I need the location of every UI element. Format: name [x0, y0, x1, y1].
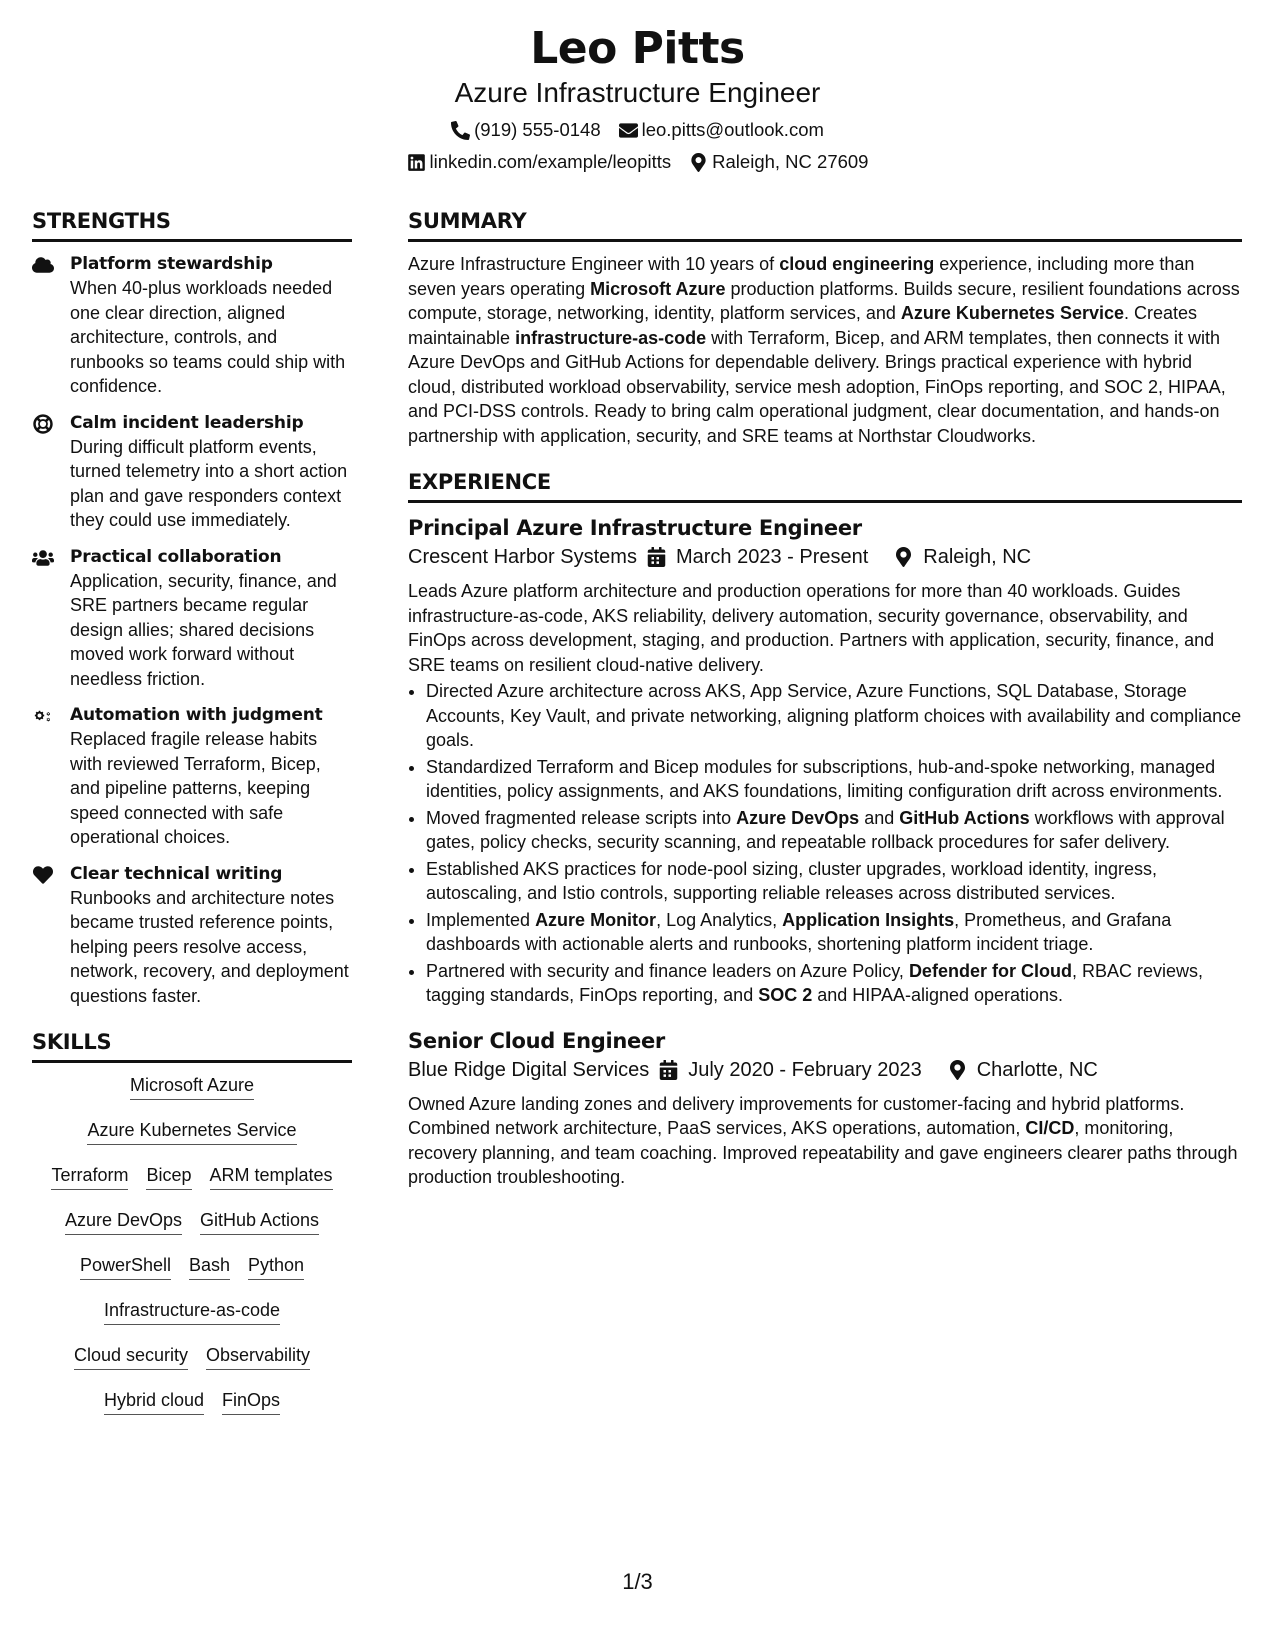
skill-tag: Microsoft Azure	[130, 1073, 254, 1100]
job-description	[408, 1092, 1242, 1190]
job-entry	[408, 513, 1242, 1008]
calendar-icon	[647, 547, 666, 567]
skills-list	[32, 1073, 352, 1415]
map-pin-icon	[894, 547, 913, 567]
envelope-icon	[619, 121, 638, 140]
bullet-text: , Prometheus, and Grafana dashboards with actionable alerts and runbooks, shortening platform incident triage.	[426, 909, 1172, 954]
summary-text: with Terraform, Bicep, and ARM templates, then connects it with Azure DevOps and GitHub Actions for dependable delivery. Brings practical experience with hybrid cloud, distributed workload observability, service mesh adoption, FinOps reporting, and SOC 2, HIPAA, and PCI-DSS controls. Ready to bring calm operational judgment, clear documentation, and hands-on partnership with application, security, and SRE teams at Northstar Cloudworks.	[408, 327, 1226, 446]
summary-text: experience, including more than seven years operating	[408, 254, 1195, 299]
bullet-text: Partnered with security and finance leaders on Azure Policy,	[426, 960, 909, 981]
job-entry	[408, 1026, 1242, 1190]
job-desc-text: Owned Azure landing zones and delivery improvements for customer-facing and hybrid platforms. Combined network architecture, PaaS services, AKS operations, automation,	[408, 1093, 1185, 1138]
bullet-text: and	[859, 807, 900, 828]
life-ring-icon	[32, 414, 54, 434]
candidate-name: Leo Pitts	[530, 23, 745, 74]
skill-tag: FinOps	[222, 1388, 280, 1415]
bullet-text: , RBAC reviews, tagging standards, FinOps reporting, and	[426, 960, 1203, 1005]
skill-tag: ARM templates	[210, 1163, 333, 1190]
contact-line-2	[0, 150, 1275, 174]
resume-header	[0, 22, 1275, 174]
linkedin-contact[interactable]	[407, 150, 672, 174]
job-bullet	[426, 908, 1242, 957]
heart-icon	[32, 865, 54, 885]
map-pin-icon	[948, 1060, 967, 1080]
job-bullet	[426, 679, 1242, 753]
location-text: Raleigh, NC 27609	[712, 151, 869, 172]
bullet-bold: Azure DevOps	[736, 807, 860, 828]
gears-icon	[32, 706, 54, 726]
summary-bold: Microsoft Azure	[590, 278, 726, 299]
summary-bold: cloud engineering	[779, 254, 935, 274]
summary-text: production platforms. Builds secure, resilient foundations across compute, storage, networking, identity, platform services, and	[408, 278, 1240, 323]
page-number: 1/3	[622, 1569, 653, 1594]
strengths-list	[32, 252, 352, 1008]
summary-heading: SUMMARY	[408, 205, 1242, 242]
strength-item	[32, 252, 352, 399]
summary-bold: Azure Kubernetes Service	[900, 303, 1124, 323]
job-meta	[408, 1056, 1242, 1084]
email-contact[interactable]	[619, 118, 824, 142]
skill-tag: Bicep	[146, 1163, 191, 1190]
job-description	[408, 579, 1242, 677]
skill-tag: Observability	[206, 1343, 310, 1370]
job-desc-text: , monitoring, recovery planning, and team coaching. Improved repeatability and gave engineers clearer paths through production troubleshooting.	[408, 1118, 1238, 1187]
left-column	[32, 205, 352, 1433]
strengths-heading: STRENGTHS	[32, 205, 352, 242]
bullet-text: Directed Azure architecture across AKS, App Service, Azure Functions, SQL Database, Storage Accounts, Key Vault, and private networking, aligning platform choices with availability and compliance goals.	[426, 681, 1242, 750]
job-location: Raleigh, NC	[923, 546, 1032, 568]
strength-title: Calm incident leadership	[70, 412, 304, 433]
job-title: Principal Azure Infrastructure Engineer	[408, 516, 862, 540]
bullet-text: workflows with approval gates, policy checks, security scanning, and repeatable rollback procedures for safer delivery.	[426, 807, 1225, 852]
skill-tag: Azure DevOps	[65, 1208, 182, 1235]
job-company: Crescent Harbor Systems	[408, 546, 637, 568]
job-desc-bold: CI/CD	[1025, 1118, 1075, 1138]
summary-text	[408, 252, 1242, 448]
users-icon	[32, 548, 54, 568]
experience-heading: EXPERIENCE	[408, 466, 1242, 503]
strength-title: Practical collaboration	[70, 546, 282, 567]
skill-tag: Bash	[189, 1253, 230, 1280]
summary-text: . Creates maintainable	[408, 303, 1198, 348]
strength-desc: During difficult platform events, turned telemetry into a short action plan and gave responders context they could use immediately.	[70, 436, 348, 530]
job-company: Blue Ridge Digital Services	[408, 1058, 650, 1081]
skill-tag: Python	[248, 1253, 304, 1280]
skill-tag: Terraform	[51, 1163, 128, 1190]
skill-tag: Hybrid cloud	[104, 1388, 204, 1415]
skills-row	[32, 1118, 352, 1145]
skills-row	[32, 1253, 352, 1280]
bullet-text: Established AKS practices for node-pool sizing, cluster upgrades, workload identity, ingress, autoscaling, and Istio controls, supporting reliable releases across distributed services.	[426, 858, 1158, 903]
strength-desc: Application, security, finance, and SRE partners became regular design allies; shared decisions moved work forward without needless friction.	[70, 570, 337, 689]
skill-tag: GitHub Actions	[200, 1208, 319, 1235]
phone-text: (919) 555-0148	[474, 119, 601, 140]
strength-item	[32, 862, 352, 1009]
contact-line-1	[0, 118, 1275, 142]
bullet-bold: Defender for Cloud	[908, 960, 1072, 981]
bullet-bold: GitHub Actions	[899, 807, 1030, 828]
skill-tag: PowerShell	[80, 1253, 171, 1280]
strength-desc: When 40-plus workloads needed one clear direction, aligned architecture, controls, and runbooks so teams could ship with confidence.	[70, 278, 346, 396]
calendar-icon	[659, 1060, 678, 1080]
location-contact	[689, 150, 868, 174]
strength-desc: Replaced fragile release habits with reviewed Terraform, Bicep, and pipeline patterns, keeping speed connected with safe operational choices.	[70, 729, 321, 847]
strength-title: Clear technical writing	[70, 863, 283, 884]
bullet-text: and HIPAA-aligned operations.	[812, 985, 1064, 1005]
strength-item	[32, 703, 352, 850]
summary-text: Azure Infrastructure Engineer with 10 years of	[408, 254, 780, 274]
strength-item	[32, 545, 352, 692]
skill-tag: Cloud security	[74, 1343, 188, 1370]
skill-tag: Azure Kubernetes Service	[87, 1118, 296, 1145]
job-dates: July 2020 - February 2023	[688, 1058, 922, 1081]
job-dates: March 2023 - Present	[675, 546, 869, 568]
job-bullet	[426, 857, 1242, 906]
job-bullet	[426, 959, 1242, 1008]
skills-row	[32, 1073, 352, 1100]
job-location: Charlotte, NC	[976, 1058, 1098, 1081]
job-bullets	[408, 679, 1242, 1008]
bullet-bold: Azure Monitor	[535, 909, 657, 930]
bullet-bold: Application Insights	[782, 909, 955, 930]
cloud-icon	[32, 255, 54, 275]
right-column	[408, 205, 1242, 1208]
bullet-text: Implemented	[426, 909, 536, 930]
skills-heading: SKILLS	[32, 1026, 352, 1063]
email-text: leo.pitts@outlook.com	[641, 119, 824, 140]
phone-icon	[451, 121, 470, 140]
bullet-text: Standardized Terraform and Bicep modules for subscriptions, hub-and-spoke networking, managed identities, policy assignments, and AKS foundations, limiting configuration drift across environments.	[426, 756, 1223, 801]
skills-row	[32, 1343, 352, 1370]
map-pin-icon	[689, 153, 708, 172]
job-desc-text: Leads Azure platform architecture and production operations for more than 40 workloads. Guides infrastructure-as-code, AKS reliability, delivery automation, security governance, observability, and FinOps across development, staging, and production. Partners with application, security, finance, and SRE teams on resilient cloud-native delivery.	[408, 581, 1215, 675]
phone-contact	[451, 118, 601, 142]
linkedin-text: linkedin.com/example/leopitts	[429, 151, 672, 172]
skills-row	[32, 1298, 352, 1325]
skills-row	[32, 1163, 352, 1190]
skills-row	[32, 1388, 352, 1415]
candidate-title: Azure Infrastructure Engineer	[454, 77, 821, 108]
strength-desc: Runbooks and architecture notes became trusted reference points, helping peers resolve access, network, recovery, and deployment questions faster.	[70, 887, 349, 1006]
skills-row	[32, 1208, 352, 1235]
bullet-bold: SOC 2	[758, 985, 813, 1005]
job-meta	[408, 543, 1242, 571]
bullet-text: , Log Analytics,	[656, 909, 783, 930]
job-bullet	[426, 806, 1242, 855]
strength-item	[32, 411, 352, 533]
strength-title: Platform stewardship	[70, 254, 273, 274]
bullet-text: Moved fragmented release scripts into	[426, 807, 737, 828]
summary-bold: infrastructure-as-code	[515, 327, 707, 348]
strength-title: Automation with judgment	[70, 705, 323, 725]
linkedin-icon	[407, 153, 426, 172]
job-bullet	[426, 755, 1242, 804]
job-title: Senior Cloud Engineer	[408, 1028, 665, 1053]
skill-tag: Infrastructure-as-code	[104, 1298, 280, 1325]
